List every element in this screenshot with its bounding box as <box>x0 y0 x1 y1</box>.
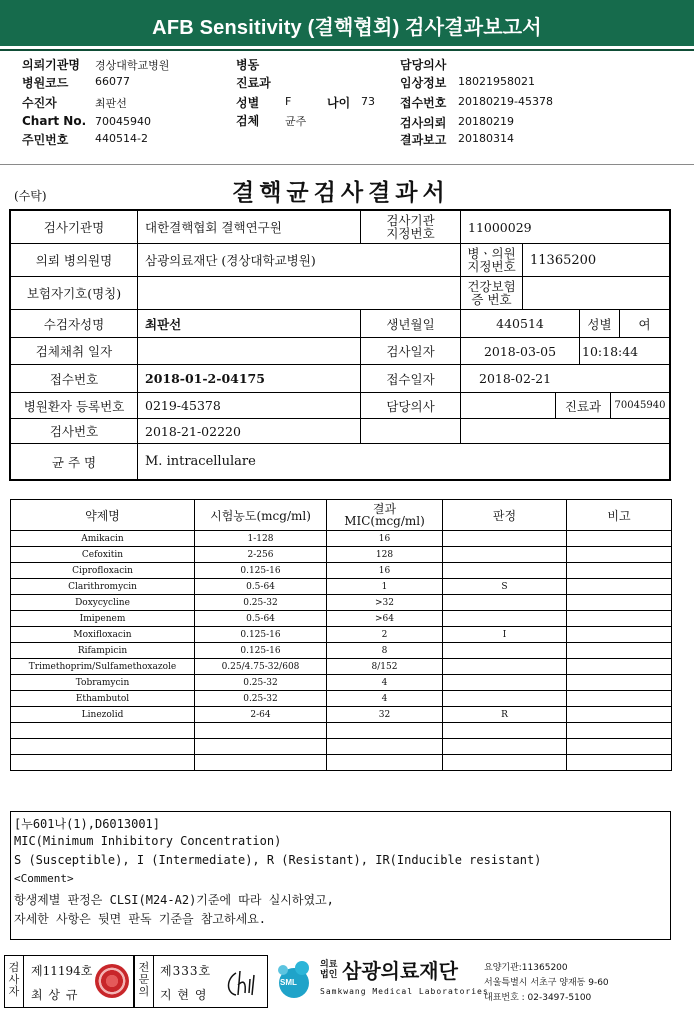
table-cell-drug: Trimethoprim/Sulfamethoxazole <box>11 659 195 675</box>
col-header-drug: 약제명 <box>11 500 195 531</box>
table-cell-interp <box>443 595 567 611</box>
table-cell-range: 1-128 <box>195 531 327 547</box>
table-cell-mic: 16 <box>327 563 443 579</box>
header-label: 의뢰기관명 <box>22 58 80 72</box>
header-value: 66077 <box>95 75 130 88</box>
col-header-interp: 판정 <box>443 500 567 531</box>
health-value <box>522 276 670 310</box>
table-cell-drug: Doxycycline <box>11 595 195 611</box>
legend-box <box>10 811 671 940</box>
table-row <box>11 595 672 611</box>
org-address: 서울특별시 서초구 양재동 9-60 <box>484 978 609 988</box>
col-header-range: 시험농도(mcg/ml) <box>195 500 327 531</box>
table-cell-interp <box>443 675 567 691</box>
table-cell-note <box>567 643 672 659</box>
logo-badge: SML <box>280 978 297 987</box>
table-cell-note <box>567 739 672 755</box>
table-cell-mic: 8 <box>327 643 443 659</box>
org-phone: 대표번호 : 02-3497-5100 <box>484 993 592 1003</box>
header-label: 주민번호 <box>22 133 69 147</box>
consignment-tag: (수탁) <box>14 189 47 203</box>
table-cell-mic <box>327 739 443 755</box>
table-row <box>11 579 672 595</box>
table-header-row <box>11 500 672 531</box>
table-row <box>11 531 672 547</box>
table-row <box>11 691 672 707</box>
header-label: 결과보고 <box>400 133 447 147</box>
reg-value: 0219-45378 <box>137 392 361 419</box>
table-cell-interp <box>443 563 567 579</box>
table-cell-range: 0.125-16 <box>195 643 327 659</box>
table-cell-drug: Tobramycin <box>11 675 195 691</box>
doctor-label: 담당의사 <box>360 392 461 419</box>
table-cell-note <box>567 627 672 643</box>
table-cell-drug: Imipenem <box>11 611 195 627</box>
org-english-name: Samkwang Medical Laboratories <box>320 987 489 996</box>
lab-code-label: 검사기관 지정번호 <box>360 210 461 244</box>
insurer-label: 보험자기호(명칭) <box>10 276 138 310</box>
table-cell-mic: 4 <box>327 675 443 691</box>
table-cell-drug: Ethambutol <box>11 691 195 707</box>
table-cell-range: 0.125-16 <box>195 563 327 579</box>
table-cell-drug <box>11 755 195 771</box>
test-time-value: 10:18:44 <box>579 337 670 365</box>
table-row <box>11 611 672 627</box>
table-cell-note <box>567 595 672 611</box>
col-header-note: 비고 <box>567 500 672 531</box>
table-cell-interp <box>443 611 567 627</box>
table-cell-drug: Rifampicin <box>11 643 195 659</box>
dept-value: 70045940 <box>610 392 670 419</box>
table-row <box>11 627 672 643</box>
table-cell-mic: 32 <box>327 707 443 723</box>
header-label: 나이 <box>327 96 351 110</box>
empty-cell <box>460 418 670 444</box>
table-cell-range: 2-64 <box>195 707 327 723</box>
table-cell-range: 0.5-64 <box>195 579 327 595</box>
table-cell-mic: 1 <box>327 579 443 595</box>
header-value: 18021958021 <box>458 75 535 88</box>
table-cell-range <box>195 755 327 771</box>
exam-value: 2018-21-02220 <box>137 418 361 444</box>
hospital-value: 삼광의료재단 (경상대학교병원) <box>137 243 461 277</box>
table-cell-interp <box>443 739 567 755</box>
table-cell-note <box>567 691 672 707</box>
header-value: 균주 <box>285 115 307 128</box>
sex-value: 여 <box>619 309 670 338</box>
table-cell-note <box>567 547 672 563</box>
table-row <box>11 675 672 691</box>
approver-number: 제333호 <box>160 964 212 978</box>
table-cell-note <box>567 579 672 595</box>
table-cell-note <box>567 563 672 579</box>
table-cell-range: 2-256 <box>195 547 327 563</box>
handwritten-signature <box>222 965 262 1001</box>
seal-stamp <box>95 964 129 998</box>
lab-code-value: 11000029 <box>460 210 670 244</box>
header-label: 접수번호 <box>400 96 447 110</box>
sex-label: 성별 <box>579 309 620 338</box>
table-cell-range: 0.25-32 <box>195 691 327 707</box>
table-cell-interp: I <box>443 627 567 643</box>
dept-label: 진료과 <box>555 392 611 419</box>
hospital-label: 의뢰 병의원명 <box>10 243 138 277</box>
table-cell-note <box>567 531 672 547</box>
exam-label: 검사번호 <box>10 418 138 444</box>
table-row <box>11 563 672 579</box>
table-cell-interp <box>443 643 567 659</box>
header-label: 성별 <box>236 96 260 110</box>
patient-label: 수검자성명 <box>10 309 138 338</box>
examiner-side-label: 검사 자 <box>8 961 20 998</box>
header-label: 검사의뢰 <box>400 116 447 130</box>
approver-name: 지 현 영 <box>160 988 208 1002</box>
header-value: 20180314 <box>458 132 514 145</box>
collect-value <box>137 337 361 365</box>
org-prefix: 의료 법인 <box>320 960 338 980</box>
legend-line: MIC(Minimum Inhibitory Concentration) <box>14 834 282 848</box>
table-cell-interp <box>443 659 567 675</box>
sensitivity-table <box>10 499 672 771</box>
receipt-date-label: 접수일자 <box>360 364 461 393</box>
table-cell-range: 0.5-64 <box>195 611 327 627</box>
table-cell-range: 0.25-32 <box>195 595 327 611</box>
table-cell-note <box>567 707 672 723</box>
table-cell-note <box>567 755 672 771</box>
table-cell-drug: Ciprofloxacin <box>11 563 195 579</box>
table-cell-range: 0.125-16 <box>195 627 327 643</box>
header-label: 임상정보 <box>400 76 447 90</box>
table-cell-drug: Amikacin <box>11 531 195 547</box>
legend-line: 자세한 사항은 뒷면 판독 기준을 참고하세요. <box>14 912 267 926</box>
legend-line: 항생제별 판정은 CLSI(M24-A2)기준에 따라 실시하였고, <box>14 893 334 907</box>
header-label: 검체 <box>236 114 260 128</box>
header-label: 병동 <box>236 58 260 72</box>
header-value: 70045940 <box>95 115 151 128</box>
org-name: 삼광의료재단 <box>342 959 458 983</box>
table-cell-interp <box>443 755 567 771</box>
table-row <box>11 659 672 675</box>
table-cell-interp: R <box>443 707 567 723</box>
table-row <box>11 643 672 659</box>
insurer-value <box>137 276 461 310</box>
org-code: 요양기관:11365200 <box>484 963 568 973</box>
divider <box>153 955 154 1008</box>
test-date-value: 2018-03-05 <box>460 337 580 365</box>
table-cell-note <box>567 723 672 739</box>
divider <box>0 164 694 165</box>
table-cell-mic <box>327 755 443 771</box>
patient-value: 최판선 <box>137 309 361 338</box>
header-value: 최판선 <box>95 97 127 110</box>
table-cell-range <box>195 739 327 755</box>
table-cell-interp <box>443 723 567 739</box>
table-cell-note <box>567 611 672 627</box>
table-cell-drug: Moxifloxacin <box>11 627 195 643</box>
table-row <box>11 755 672 771</box>
table-cell-range <box>195 723 327 739</box>
table-cell-interp <box>443 531 567 547</box>
empty-cell <box>360 418 461 444</box>
header-value: 경상대학교병원 <box>95 59 170 72</box>
hosp-code-label: 병ㆍ의원 지정번호 <box>460 243 523 277</box>
header-label: 수진자 <box>22 96 57 110</box>
test-date-label: 검사일자 <box>360 337 461 365</box>
header-value: F <box>285 95 292 108</box>
table-cell-drug: Cefoxitin <box>11 547 195 563</box>
header-value: 73 <box>361 95 375 108</box>
table-cell-interp <box>443 547 567 563</box>
table-cell-drug: Clarithromycin <box>11 579 195 595</box>
divider <box>23 955 24 1008</box>
lab-label: 검사기관명 <box>10 210 138 244</box>
table-row <box>11 547 672 563</box>
birth-label: 생년월일 <box>360 309 461 338</box>
col-header-mic: 결과 MIC(mcg/ml) <box>327 500 443 531</box>
table-row <box>11 707 672 723</box>
lab-value: 대한결핵협회 결핵연구원 <box>137 210 361 244</box>
header-value: 20180219-45378 <box>458 95 553 108</box>
legend-line: [누601나(1),D6013001] <box>14 817 161 831</box>
receipt-value: 2018-01-2-04175 <box>137 364 361 393</box>
receipt-label: 접수번호 <box>10 364 138 393</box>
header-label: 담당의사 <box>400 58 447 72</box>
health-label: 건강보험 증 번호 <box>460 276 523 310</box>
table-cell-mic: >64 <box>327 611 443 627</box>
table-cell-range: 0.25/4.75-32/608 <box>195 659 327 675</box>
table-cell-range: 0.25-32 <box>195 675 327 691</box>
birth-value: 440514 <box>460 309 580 338</box>
header-label: 진료과 <box>236 76 271 90</box>
header-value: 20180219 <box>458 115 514 128</box>
legend-line: S (Susceptible), I (Intermediate), R (Resistant), IR(Inducible resistant) <box>14 853 542 867</box>
table-cell-mic: >32 <box>327 595 443 611</box>
table-cell-mic: 4 <box>327 691 443 707</box>
reg-label: 병원환자 등록번호 <box>10 392 138 419</box>
table-row <box>11 723 672 739</box>
legend-line: <Comment> <box>14 872 74 885</box>
table-cell-mic: 16 <box>327 531 443 547</box>
organism-value: M. intracellulare <box>137 443 670 480</box>
collect-label: 검체채취 일자 <box>10 337 138 365</box>
header-label: Chart No. <box>22 114 87 128</box>
table-cell-interp <box>443 691 567 707</box>
table-cell-mic <box>327 723 443 739</box>
table-cell-note <box>567 659 672 675</box>
receipt-date-value: 2018-02-21 <box>460 364 670 393</box>
table-cell-drug: Linezolid <box>11 707 195 723</box>
table-cell-drug <box>11 739 195 755</box>
organism-label: 균 주 명 <box>10 443 138 480</box>
table-cell-interp: S <box>443 579 567 595</box>
doctor-value <box>460 392 556 419</box>
table-cell-mic: 8/152 <box>327 659 443 675</box>
banner-title: AFB Sensitivity (결핵협회) 검사결과보고서 <box>152 17 542 39</box>
table-cell-note <box>567 675 672 691</box>
table-cell-mic: 128 <box>327 547 443 563</box>
header-label: 병원코드 <box>22 76 69 90</box>
table-cell-drug <box>11 723 195 739</box>
hosp-code-value: 11365200 <box>522 243 670 277</box>
examiner-name: 최 상 규 <box>31 988 79 1002</box>
table-cell-mic: 2 <box>327 627 443 643</box>
report-title: 결핵균검사결과서 <box>232 179 450 206</box>
examiner-number: 제11194호 <box>31 964 93 978</box>
header-value: 440514-2 <box>95 132 148 145</box>
approver-side-label: 전문 의 <box>138 961 150 998</box>
table-row <box>11 739 672 755</box>
